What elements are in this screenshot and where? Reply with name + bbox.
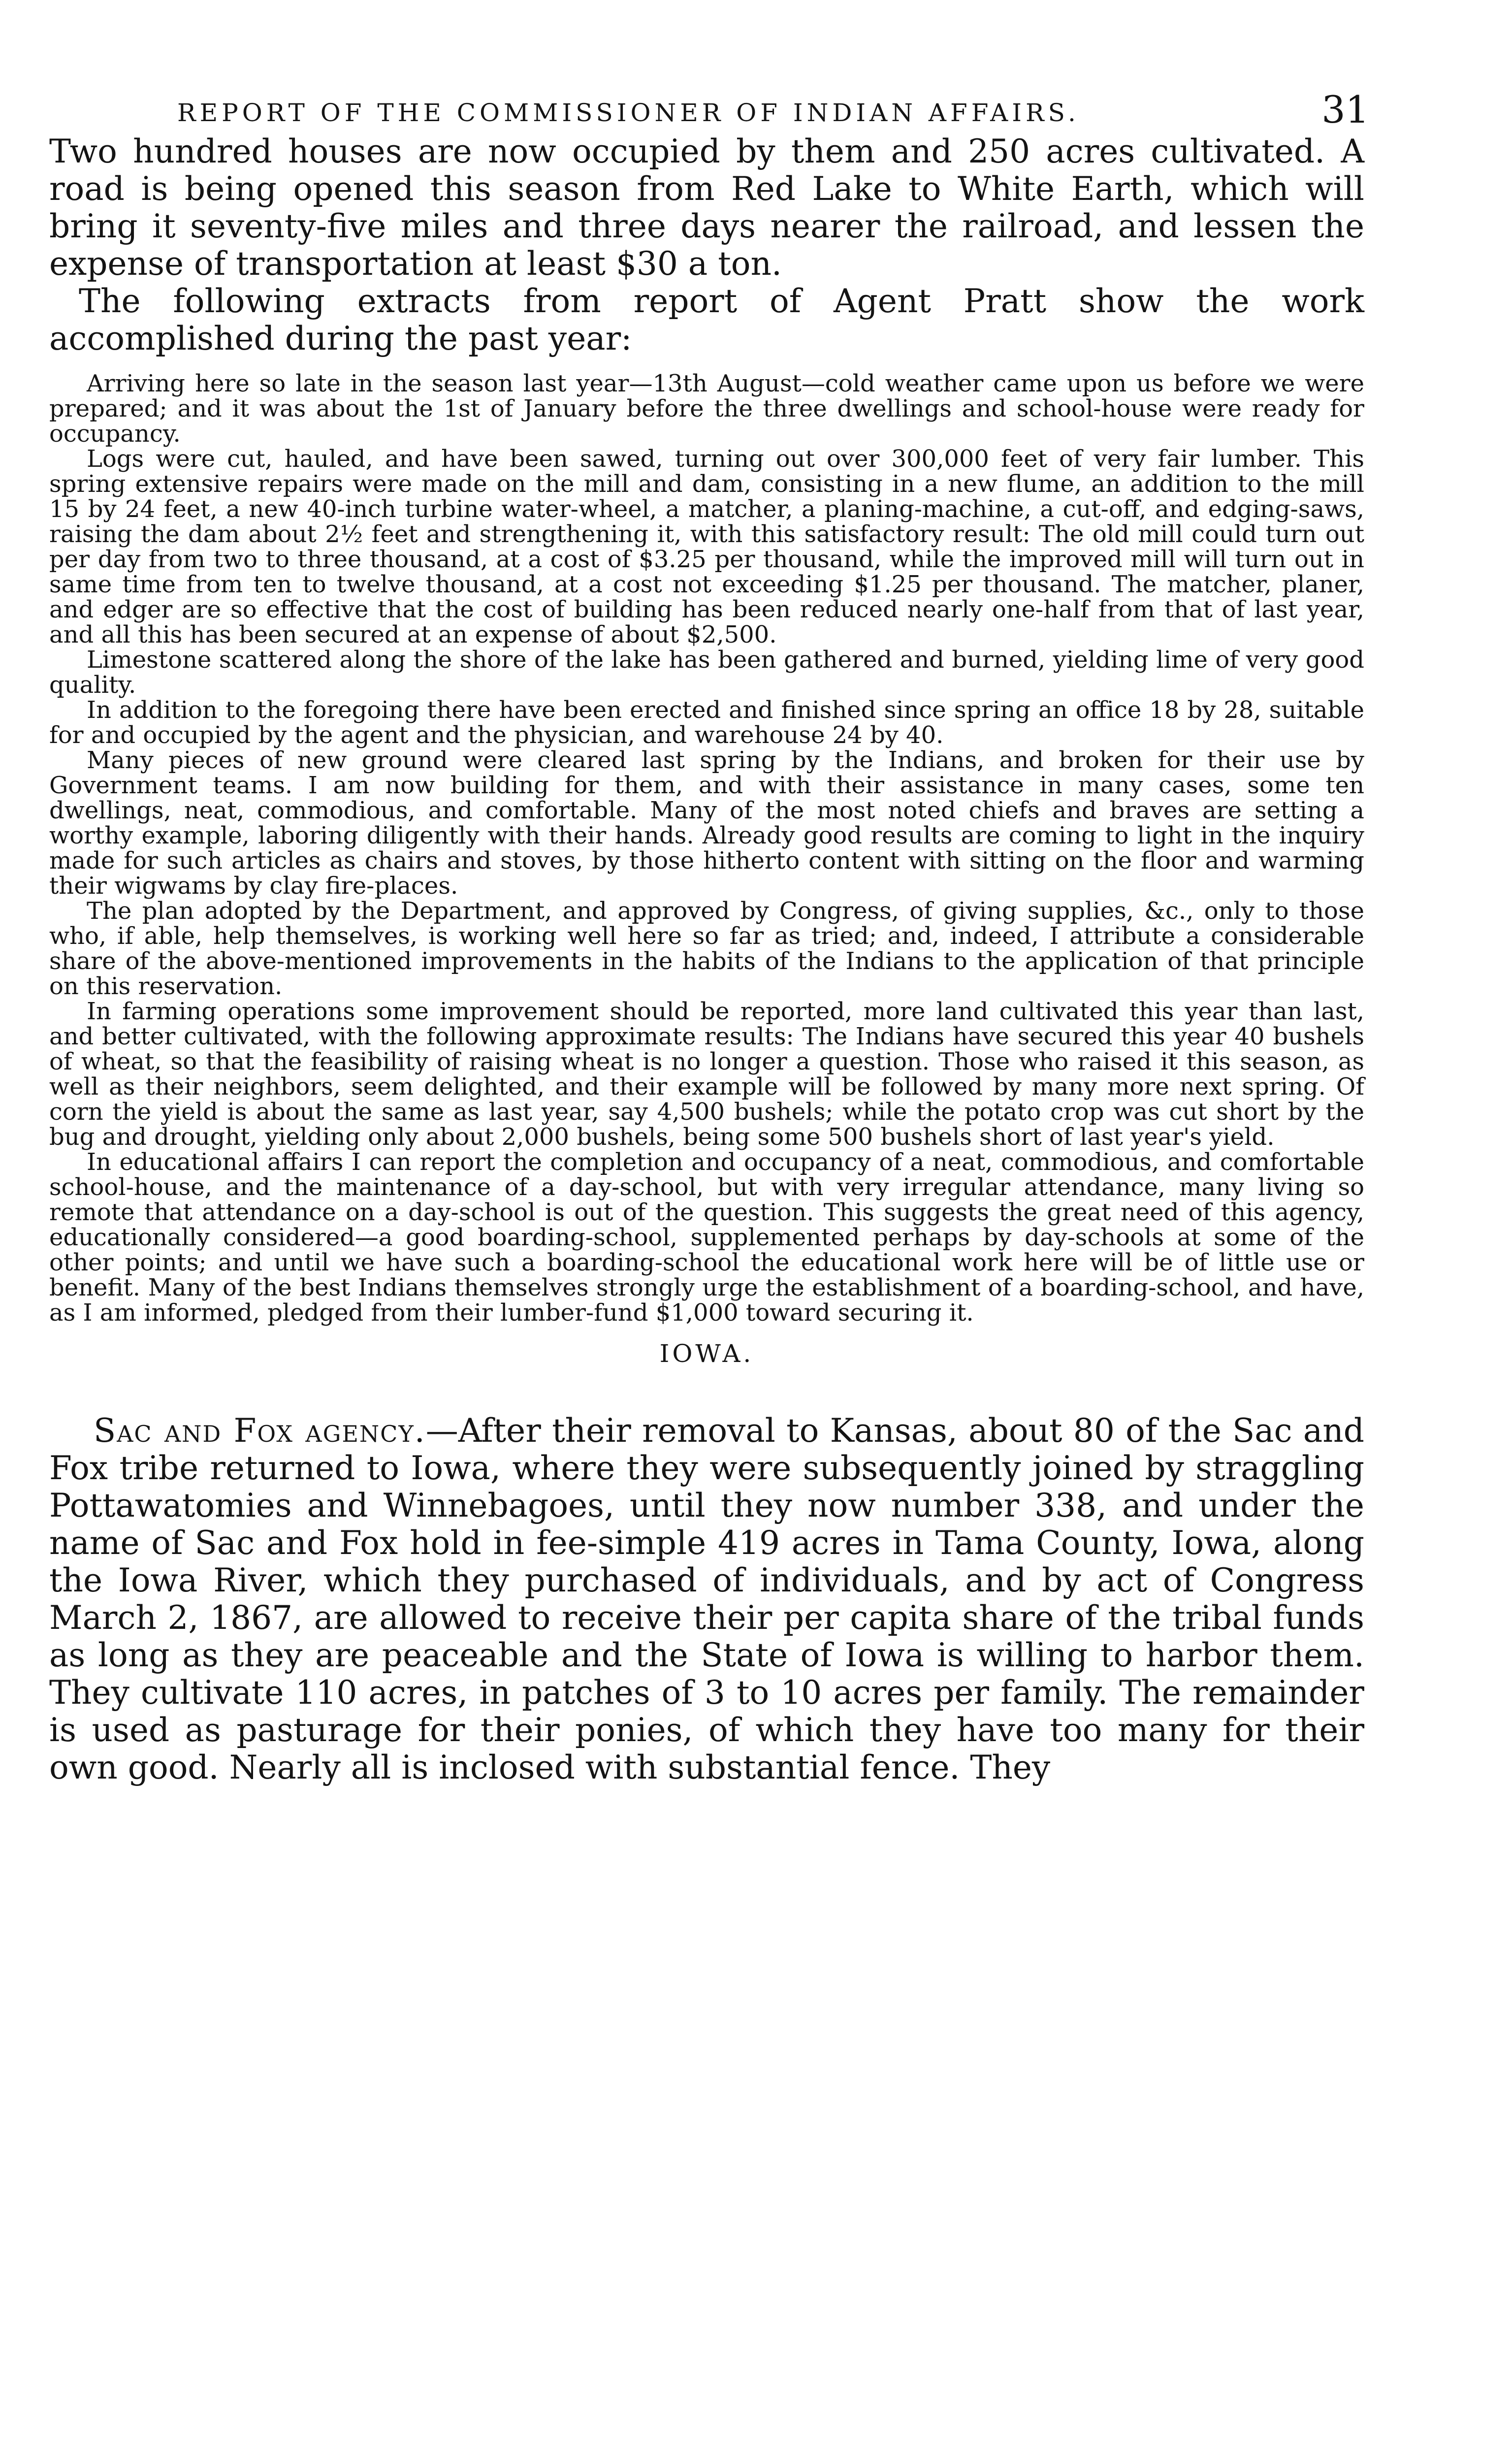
extract-paragraph: Arriving here so late in the season last year—13th August—cold weather came upon us before we were prepared; and it was about the 1st of January before the three dwellings and school-house were ready for occupancy. [49,370,1364,448]
extract-paragraph: In addition to the foregoing there have been erected and finished since spring an office 18 by 28, suitable for and occupied by the agent and the physician, and warehouse 24 by 40. [49,696,1364,749]
agency-paragraph [49,1412,1364,1786]
extract-paragraph: The plan adopted by the Department, and approved by Congress, of giving supplies, &c., only to those who, if able, help themselves, is working well here so far as tried; and, indeed, I attribute a considerable share of the above-mentioned improvements in the habits of the Indians to the application of that principle on this reservation. [49,897,1364,1000]
extract-paragraph: In farming operations some improvement should be reported, more land cultivated this year than last, and better cultivated, with the following approximate results: The Indians have secured this year 40 bushels of wheat, so that the feasibility of raising wheat is no longer a question. Those who raised it this season, as well as their neighbors, seem delighted, and their example will be followed by many more next spring. Of corn the yield is about the same as last year, say 4,500 bushels; while the potato crop was cut short by the bug and drought, yielding only about 2,000 bushels, being some 500 bushels short of last year's yield. [49,998,1364,1151]
page-number: 31 [1321,88,1369,131]
intro-paragraph: Two hundred houses are now occupied by them and 250 acres cultivated. A road is being opened this season from Red Lake to White Earth, which will bring it seventy-five miles and three days nearer the railroad, and lessen the expense of transportation at least $30 a ton. [49,132,1364,283]
section-heading: IOWA. [659,1339,754,1368]
running-head: REPORT OF THE COMMISSIONER OF INDIAN AFFAIRS. [177,98,1080,127]
agency-text: —After their removal to Kansas, about 80 of the Sac and Fox tribe returned to Iowa, where they were subsequently joined by straggling Pottawatomies and Winnebagoes, until they now number 338, and under the name of Sac and Fox hold in fee-simple 419 acres in Tama County, Iowa, along the Iowa River, which they purchased of individuals, and by act of Congress March 2, 1867, are allowed to receive their per capita share of the tribal funds as long as they are peaceable and the State of Iowa is willing to harbor them. They cultivate 110 acres, in patches of 3 to 10 acres per family. The remainder is used as pasturage for their ponies, of which they have too many for their own good. Nearly all is inclosed with substantial fence. They [49,1412,1364,1786]
agent-report-extract [49,371,1364,1326]
extract-paragraph: Limestone scattered along the shore of the lake has been gathered and burned, yielding lime of very good quality. [49,646,1364,699]
extract-paragraph: Many pieces of new ground were cleared last spring by the Indians, and broken for their use by Government teams. I am now building for them, and with their assistance in many cases, some ten dwellings, neat, commodious, and comfortable. Many of the most noted chiefs and braves are setting a worthy example, laboring diligently with their hands. Already good results are coming to light in the inquiry made for such articles as chairs and stoves, by those hitherto content with sitting on the floor and warming their wigwams by clay fire-places. [49,746,1364,900]
extract-paragraph: Logs were cut, hauled, and have been sawed, turning out over 300,000 feet of very fair lumber. This spring extensive repairs were made on the mill and dam, consisting in a new flume, an addition to the mill 15 by 24 feet, a new 40-inch turbine water-wheel, a matcher, a planing-machine, a cut-off, and edging-saws, raising the dam about 2½ feet and strengthening it, with this satisfactory result: The old mill could turn out per day from two to three thousand, at a cost of $3.25 per thousand, while the improved mill will turn out in same time from ten to twelve thousand, at a cost not exceeding $1.25 per thousand. The matcher, planer, and edger are so effective that the cost of building has been reduced nearly one-half from that of last year, and all this has been secured at an expense of about $2,500. [49,445,1364,648]
page-header [49,79,1369,133]
extract-paragraph: In educational affairs I can report the completion and occupancy of a neat, commodious, and comfortable school-house, and the maintenance of a day-school, but with very irregular attendance, many living so remote that attendance on a day-school is out of the question. This suggests the great need of this agency, educationally considered—a good boarding-school, supplemented perhaps by day-schools at some of the other points; and until we have such a boarding-school the educational work here will be of little use or benefit. Many of the best Indians themselves strongly urge the establishment of a boarding-school, and have, as I am informed, pledged from their lumber-fund $1,000 toward securing it. [49,1148,1364,1327]
intro-text [49,133,1364,357]
intro-paragraph: The following extracts from report of Agent Pratt show the work accomplished during the past year: [49,282,1364,357]
agency-label: Sac and Fox agency. [94,1412,426,1450]
